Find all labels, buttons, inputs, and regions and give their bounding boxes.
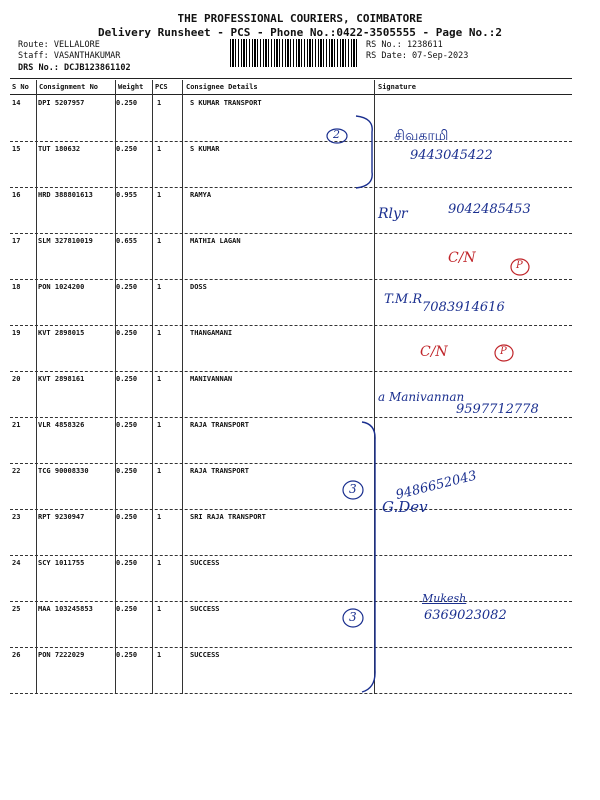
signature-phone: 9597712778 (456, 402, 539, 417)
col-header-weight: Weight (118, 83, 144, 91)
circled-number: 2 (333, 128, 340, 141)
row-sno: 24 (12, 559, 21, 567)
col-header-consignee: Consignee Details (186, 83, 258, 91)
row-weight: 0.250 (116, 513, 138, 521)
row-pcs: 1 (157, 237, 162, 245)
row-consignment: KVT 2898015 (38, 329, 85, 337)
row-consignment: DPI 5207957 (38, 99, 85, 107)
circled-number: 3 (349, 610, 357, 624)
row-weight: 0.250 (116, 99, 138, 107)
row-consignee: SRI RAJA TRANSPORT (190, 513, 266, 521)
signature-phone: 9486652043 (394, 468, 479, 503)
route-label: Route: VELLALORE (18, 40, 100, 50)
row-weight: 0.250 (116, 375, 138, 383)
row-pcs: 1 (157, 467, 162, 475)
company-title: THE PROFESSIONAL COURIERS, COIMBATORE (177, 12, 423, 25)
row-consignee: THANGAMANI (190, 329, 233, 337)
row-weight: 0.250 (116, 467, 138, 475)
cn-mark: C/N (420, 344, 448, 360)
row-weight: 0.250 (116, 283, 138, 291)
signature-phone: 9042485453 (448, 202, 531, 217)
row-sno: 23 (12, 513, 21, 521)
table-row (10, 556, 572, 602)
row-consignee: SUCCESS (190, 559, 220, 567)
table-row (10, 418, 572, 464)
row-sno: 22 (12, 467, 21, 475)
table-row (10, 510, 572, 556)
row-sno: 26 (12, 651, 21, 659)
row-consignment: VLR 4858326 (38, 421, 85, 429)
row-consignee: DOSS (190, 283, 207, 291)
handwritten-bracket-top (352, 112, 380, 192)
runsheet-subtitle: Delivery Runsheet - PCS - Phone No.:0422-3505555 - Page No.:2 (98, 26, 502, 39)
table-row (10, 464, 572, 510)
rs-date: RS Date: 07-Sep-2023 (366, 51, 469, 61)
table-header-border (10, 94, 572, 95)
row-sno: 19 (12, 329, 21, 337)
circled-number: 3 (349, 482, 357, 496)
row-consignment: HRD 388801613 (38, 191, 93, 199)
row-sno: 17 (12, 237, 21, 245)
row-consignee: SUCCESS (190, 651, 220, 659)
row-consignment: SCY 1011755 (38, 559, 85, 567)
row-consignee: RAMYA (190, 191, 212, 199)
row-weight: 0.250 (116, 651, 138, 659)
signature-name: சிவகாமி (394, 128, 449, 144)
row-sno: 20 (12, 375, 21, 383)
row-pcs: 1 (157, 651, 162, 659)
row-pcs: 1 (157, 605, 162, 613)
row-sno: 16 (12, 191, 21, 199)
circled-letter: P (500, 346, 507, 357)
signature-name: a Manivannan (378, 390, 465, 404)
row-consignee: S KUMAR TRANSPORT (190, 99, 262, 107)
row-sno: 18 (12, 283, 21, 291)
rs-number: RS No.: 1238611 (366, 40, 443, 50)
table-row (10, 234, 572, 280)
signature-phone: 9443045422 (410, 148, 493, 163)
row-pcs: 1 (157, 513, 162, 521)
row-weight: 0.250 (116, 559, 138, 567)
row-consignment: PON 1024200 (38, 283, 85, 291)
row-consignee: MATHIA LAGAN (190, 237, 241, 245)
col-header-consignment: Consignment No (39, 83, 99, 91)
row-weight: 0.955 (116, 191, 138, 199)
row-weight: 0.655 (116, 237, 138, 245)
table-row (10, 96, 572, 142)
row-consignment: RPT 9230947 (38, 513, 85, 521)
row-sno: 14 (12, 99, 21, 107)
row-consignment: SLM 327810019 (38, 237, 93, 245)
row-pcs: 1 (157, 191, 162, 199)
row-consignment: KVT 2898161 (38, 375, 85, 383)
row-weight: 0.250 (116, 421, 138, 429)
row-weight: 0.250 (116, 145, 138, 153)
col-header-signature: Signature (378, 83, 416, 91)
row-pcs: 1 (157, 99, 162, 107)
signature-phone: 7083914616 (422, 300, 505, 315)
drs-number: DRS No.: DCJB123861102 (18, 63, 131, 73)
row-pcs: 1 (157, 329, 162, 337)
row-weight: 0.250 (116, 605, 138, 613)
row-pcs: 1 (157, 283, 162, 291)
row-pcs: 1 (157, 145, 162, 153)
row-pcs: 1 (157, 421, 162, 429)
signature-name: T.M.R (384, 292, 423, 307)
row-pcs: 1 (157, 559, 162, 567)
signature-phone: 6369023082 (424, 608, 507, 623)
row-divider (10, 693, 572, 694)
row-weight: 0.250 (116, 329, 138, 337)
row-sno: 21 (12, 421, 21, 429)
row-consignee: S KUMAR (190, 145, 220, 153)
row-consignment: PON 7222029 (38, 651, 85, 659)
table-row (10, 648, 572, 694)
row-consignment: TCG 90008330 (38, 467, 89, 475)
handwritten-bracket-bottom (360, 420, 384, 694)
col-header-pcs: PCS (155, 83, 168, 91)
circled-letter: P (516, 260, 523, 271)
staff-label: Staff: VASANTHAKUMAR (18, 51, 121, 61)
row-consignment: TUT 180632 (38, 145, 81, 153)
signature-name: Rlyr (378, 206, 408, 222)
row-consignee: MANIVANNAN (190, 375, 233, 383)
row-consignee: SUCCESS (190, 605, 220, 613)
row-sno: 25 (12, 605, 21, 613)
cn-mark: C/N (448, 250, 476, 266)
row-sno: 15 (12, 145, 21, 153)
row-consignee: RAJA TRANSPORT (190, 421, 250, 429)
signature-name: G.Dev (382, 498, 428, 516)
col-header-sno: S No (12, 83, 29, 91)
signature-name: Mukesh (422, 592, 467, 605)
row-consignee: RAJA TRANSPORT (190, 467, 250, 475)
row-consignment: MAA 103245853 (38, 605, 93, 613)
table-row (10, 326, 572, 372)
barcode-image (230, 39, 358, 67)
row-pcs: 1 (157, 375, 162, 383)
table-top-border (10, 78, 572, 79)
